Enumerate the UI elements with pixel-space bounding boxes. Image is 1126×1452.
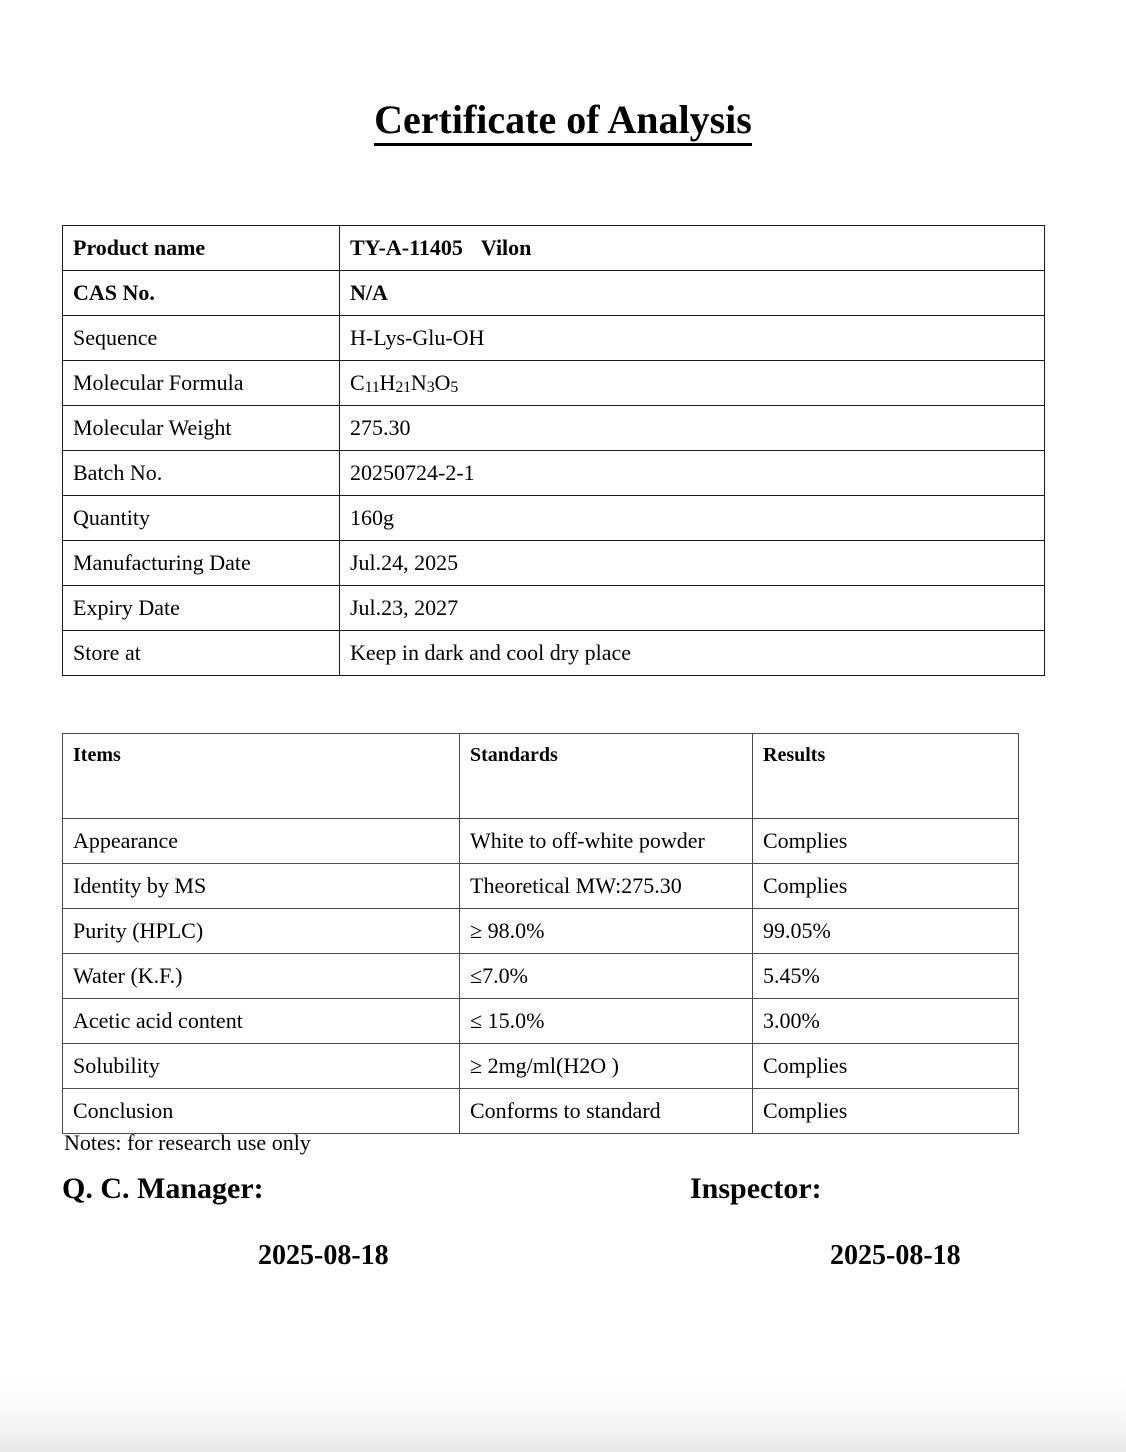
specification-body (63, 819, 1019, 1134)
product-info-value: H-Lys-Glu-OH (340, 316, 1045, 361)
product-info-value: Keep in dark and cool dry place (340, 631, 1045, 676)
product-info-row (63, 226, 1045, 271)
specification-header-results: Results (753, 734, 1019, 819)
product-info-value: 160g (340, 496, 1045, 541)
inspector-date: 2025-08-18 (830, 1240, 961, 1271)
specification-header-row (63, 734, 1019, 819)
signature-date-row (0, 1240, 1126, 1286)
page-title: Certificate of Analysis (374, 98, 752, 146)
qc-manager-date: 2025-08-18 (258, 1240, 389, 1271)
specification-result: Complies (753, 1044, 1019, 1089)
product-info-value: Jul.23, 2027 (340, 586, 1045, 631)
product-info-label: Molecular Formula (63, 361, 340, 406)
specification-row (63, 999, 1019, 1044)
product-info-value: N/A (340, 271, 1045, 316)
specification-item: Appearance (63, 819, 460, 864)
inspector-label: Inspector: (690, 1172, 822, 1205)
product-info-label: Store at (63, 631, 340, 676)
specification-item: Identity by MS (63, 864, 460, 909)
formula-subscript: 5 (450, 379, 459, 397)
specification-result: Complies (753, 1089, 1019, 1134)
formula-subscript: 11 (364, 379, 380, 397)
product-info-row (63, 406, 1045, 451)
product-info-row (63, 631, 1045, 676)
product-info-label: Sequence (63, 316, 340, 361)
specification-row (63, 864, 1019, 909)
product-info-row (63, 586, 1045, 631)
specification-result: 3.00% (753, 999, 1019, 1044)
specification-result: Complies (753, 819, 1019, 864)
product-info-label: Molecular Weight (63, 406, 340, 451)
product-info-label: Batch No. (63, 451, 340, 496)
specification-item: Purity (HPLC) (63, 909, 460, 954)
product-code: TY-A-11405 (350, 235, 463, 261)
formula-element: H (379, 370, 396, 396)
specification-item: Water (K.F.) (63, 954, 460, 999)
specification-standard: Theoretical MW:275.30 (460, 864, 753, 909)
specification-standard: ≤ 15.0% (460, 999, 753, 1044)
product-info-row (63, 361, 1045, 406)
formula-element: O (434, 370, 451, 396)
product-info-value (340, 361, 1045, 406)
product-info-value: 275.30 (340, 406, 1045, 451)
specification-header-standards: Standards (460, 734, 753, 819)
specification-header-items: Items (63, 734, 460, 819)
product-info-row (63, 496, 1045, 541)
specification-standard: ≥ 98.0% (460, 909, 753, 954)
product-info-value: Jul.24, 2025 (340, 541, 1045, 586)
formula-subscript: 21 (395, 379, 411, 397)
signature-row (0, 1172, 1126, 1222)
notes-text: Notes: for research use only (64, 1130, 311, 1155)
product-info-body (63, 226, 1045, 676)
product-info-table (62, 225, 1045, 676)
product-info-row (63, 271, 1045, 316)
specification-row (63, 954, 1019, 999)
product-info-value (340, 226, 1045, 271)
page-title-container (0, 98, 1126, 146)
specification-standard: Conforms to standard (460, 1089, 753, 1134)
specification-header (63, 734, 1019, 819)
product-info-label: Product name (63, 226, 340, 271)
specification-row (63, 909, 1019, 954)
specification-table (62, 733, 1019, 1134)
specification-standard: ≤7.0% (460, 954, 753, 999)
product-info-row (63, 316, 1045, 361)
specification-item: Acetic acid content (63, 999, 460, 1044)
specification-item: Solubility (63, 1044, 460, 1089)
product-info-label: CAS No. (63, 271, 340, 316)
product-info-value: 20250724-2-1 (340, 451, 1045, 496)
specification-row (63, 1044, 1019, 1089)
specification-row (63, 819, 1019, 864)
product-info-label: Quantity (63, 496, 340, 541)
specification-result: Complies (753, 864, 1019, 909)
product-common-name: Vilon (480, 235, 532, 261)
specification-result: 99.05% (753, 909, 1019, 954)
specification-standard: White to off-white powder (460, 819, 753, 864)
specification-result: 5.45% (753, 954, 1019, 999)
qc-manager-label: Q. C. Manager: (62, 1172, 264, 1205)
formula-subscript: 3 (426, 379, 435, 397)
specification-standard: ≥ 2mg/ml(H2O ) (460, 1044, 753, 1089)
formula-element: N (410, 370, 427, 396)
product-info-row (63, 451, 1045, 496)
product-info-label: Manufacturing Date (63, 541, 340, 586)
product-info-row (63, 541, 1045, 586)
product-info-label: Expiry Date (63, 586, 340, 631)
formula-element: C (350, 370, 365, 396)
specification-row (63, 1089, 1019, 1134)
specification-item: Conclusion (63, 1089, 460, 1134)
